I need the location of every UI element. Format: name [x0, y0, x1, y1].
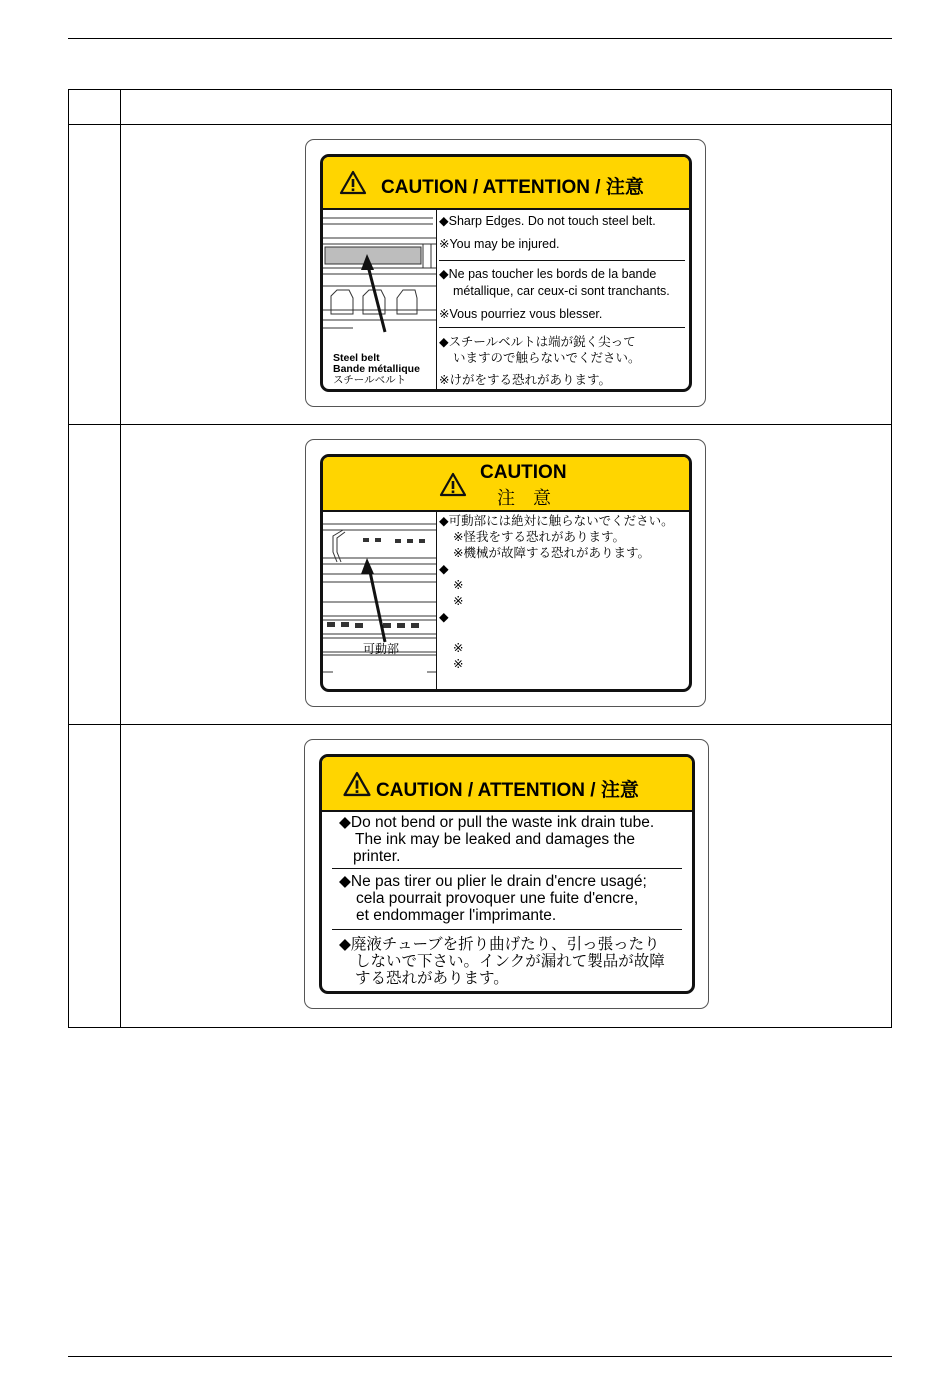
- label-card-3: [304, 739, 709, 1009]
- label-text-line: ◆: [439, 562, 449, 576]
- header-rule: [68, 38, 892, 39]
- caution-label-steel-belt: [320, 154, 692, 392]
- table-header-row: [69, 90, 891, 125]
- table-row-divider: [69, 424, 891, 425]
- label-title-jp: 注 意: [497, 488, 551, 508]
- label-title: CAUTION / ATTENTION / 注意: [376, 780, 639, 801]
- steel-belt-illustration: [323, 210, 436, 389]
- label-text-line: ◆Sharp Edges. Do not touch steel belt.: [439, 214, 656, 228]
- warning-triangle-icon: [342, 771, 372, 797]
- section-divider: [332, 929, 682, 930]
- label-text-line: ◆Ne pas toucher les bords de la bande: [439, 267, 657, 281]
- printer-illustration: [323, 512, 436, 689]
- table-column-divider: [120, 90, 121, 1027]
- label-text-line: ※怪我をする恐れがあります。: [453, 530, 625, 544]
- label-text-line: ◆スチールベルトは端が鋭く尖って: [439, 335, 636, 349]
- arrow-icon: [361, 558, 374, 574]
- label-title-bar: [322, 757, 692, 812]
- caution-label-drain-tube: [319, 754, 695, 994]
- label-text-line: The ink may be leaked and damages the: [355, 831, 636, 848]
- label-card-2: [305, 439, 706, 707]
- caution-label-moving-part: [320, 454, 692, 692]
- label-text-line: ※機械が故障する恐れがあります。: [453, 546, 650, 560]
- label-text-line: ※: [453, 657, 464, 671]
- label-text-line: et endommager l'imprimante.: [356, 907, 557, 924]
- label-text-line: ※: [453, 641, 464, 655]
- section-divider: [439, 260, 685, 261]
- label-text-line: ◆可動部には絶対に触らないでください。: [439, 514, 674, 528]
- label-text-line: いますので触らないでください。: [453, 351, 641, 365]
- moving-part-illustration: [323, 512, 436, 689]
- label-title-bar: [323, 157, 689, 210]
- label-title: CAUTION / ATTENTION / 注意: [381, 177, 644, 198]
- caption-bande-metallique: Bande métallique: [333, 363, 420, 375]
- label-text-line: ◆廃液チューブを折り曲げたり、引っ張ったり: [339, 936, 660, 953]
- label-text-line: ※: [453, 594, 464, 608]
- section-divider: [332, 868, 682, 869]
- caption-steel-belt: Steel belt: [333, 352, 380, 364]
- label-title-en: CAUTION: [480, 462, 567, 483]
- label-text-line: ※You may be injured.: [439, 237, 560, 251]
- warning-triangle-icon: [439, 472, 467, 497]
- label-text-line: ◆: [439, 610, 449, 624]
- label-text-line: ※: [453, 578, 464, 592]
- label-text-line: ◆Ne pas tirer ou plier le drain d'encre usagé;: [339, 873, 647, 890]
- caption-moving-part: 可動部: [363, 642, 400, 656]
- label-text-line: しないで下さい。インクが漏れて製品が故障: [355, 953, 665, 970]
- label-title-bar: [323, 457, 689, 512]
- label-text-line: printer.: [353, 848, 401, 865]
- label-card-1: [305, 139, 706, 407]
- label-text-line: métallique, car ceux-ci sont tranchants.: [453, 284, 670, 298]
- label-text-line: cela pourrait provoquer une fuite d'encre,: [356, 890, 639, 907]
- label-text-line: ※けがをする恐れがあります。: [439, 373, 611, 387]
- label-text-line: する恐れがあります。: [355, 970, 509, 987]
- section-divider: [439, 327, 685, 328]
- label-column-divider: [436, 512, 437, 689]
- footer-rule: [68, 1356, 892, 1357]
- label-column-divider: [436, 210, 437, 389]
- caption-steel-belt-jp: スチールベルト: [333, 374, 407, 386]
- warning-triangle-icon: [339, 170, 367, 195]
- label-text-line: ※Vous pourriez vous blesser.: [439, 307, 603, 321]
- table-row-divider: [69, 724, 891, 725]
- label-text-line: ◆Do not bend or pull the waste ink drain tube.: [339, 814, 655, 831]
